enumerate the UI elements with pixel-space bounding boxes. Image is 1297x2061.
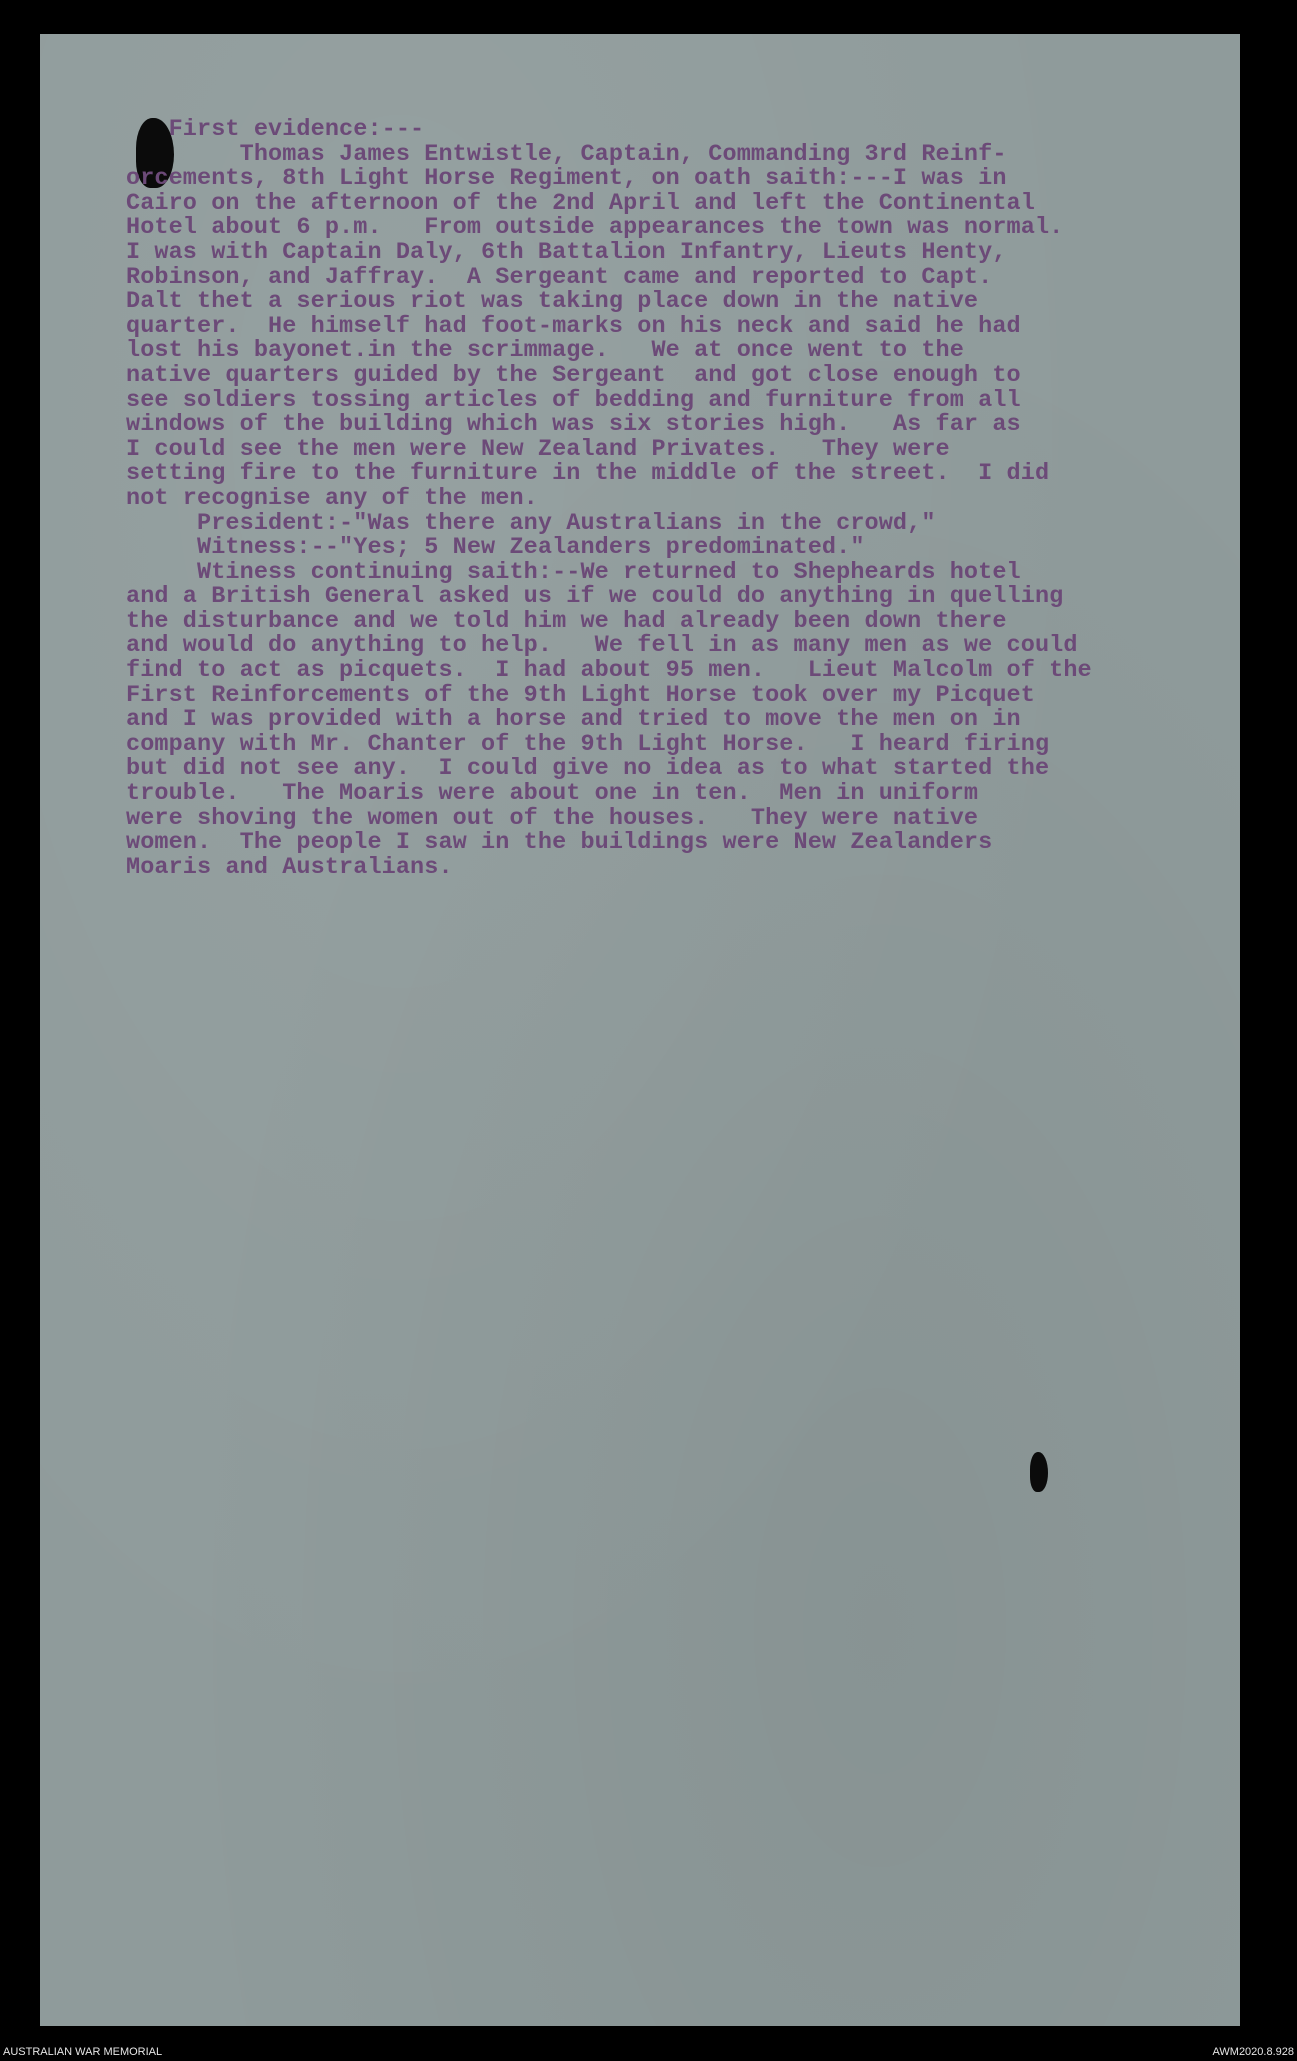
typed-text <box>126 118 1256 880</box>
text-line: see soldiers tossing articles of bedding and furniture from all <box>126 386 1021 414</box>
text-line: and a British General asked us if we could do anything in quelling <box>126 583 1064 611</box>
text-line: and would do anything to help. We fell in as many men as we could <box>126 632 1078 660</box>
text-line: President:-"Was there any Australians in the crowd," <box>126 509 936 537</box>
paper-damage-mark <box>1030 1452 1048 1492</box>
text-line: First Reinforcements of the 9th Light Horse took over my Picquet <box>126 681 1035 709</box>
text-line: not recognise any of the men. <box>126 484 538 512</box>
text-line: Cairo on the afternoon of the 2nd April and left the Continental <box>126 189 1035 217</box>
archive-reference: AWM2020.8.928 <box>1212 2046 1294 2058</box>
text-line: lost his bayonet.in the scrimmage. We at once went to the <box>126 337 964 365</box>
text-line: Wtiness continuing saith:--We returned to Shepheards hotel <box>126 558 1021 586</box>
text-line: orcements, 8th Light Horse Regiment, on oath saith:---I was in <box>126 165 1007 193</box>
text-line: I could see the men were New Zealand Privates. They were <box>126 435 950 463</box>
text-line: First evidence:--- <box>126 116 425 143</box>
text-line: but did not see any. I could give no idea as to what started the <box>126 755 1050 783</box>
text-line: quarter. He himself had foot-marks on his neck and said he had <box>126 312 1021 340</box>
archive-footer <box>0 2045 1297 2061</box>
text-line: Dalt thet a serious riot was taking place down in the native <box>126 288 979 316</box>
text-line: were shoving the women out of the houses. They were native <box>126 804 979 832</box>
text-line: find to act as picquets. I had about 95 men. Lieut Malcolm of the <box>126 657 1092 685</box>
text-line: windows of the building which was six stories high. As far as <box>126 411 1021 439</box>
text-line: native quarters guided by the Sergeant and got close enough to <box>126 361 1021 389</box>
archive-name: AUSTRALIAN WAR MEMORIAL <box>3 2046 163 2058</box>
text-line: Thomas James Entwistle, Captain, Commanding 3rd Reinf- <box>126 140 1007 168</box>
text-line: Robinson, and Jaffray. A Sergeant came and reported to Capt. <box>126 263 993 291</box>
text-line: setting fire to the furniture in the middle of the street. I did <box>126 460 1050 488</box>
text-line: Witness:--"Yes; 5 New Zealanders predominated." <box>126 534 865 562</box>
text-line: women. The people I saw in the buildings were New Zealanders <box>126 829 993 857</box>
text-line: trouble. The Moaris were about one in ten. Men in uniform <box>126 780 979 808</box>
text-line: the disturbance and we told him we had already been down there <box>126 607 1007 635</box>
text-line: and I was provided with a horse and tried to move the men on in <box>126 706 1021 734</box>
text-line: I was with Captain Daly, 6th Battalion Infantry, Lieuts Henty, <box>126 238 1007 266</box>
text-line: company with Mr. Chanter of the 9th Light Horse. I heard firing <box>126 730 1050 758</box>
text-line: Moaris and Australians. <box>126 853 453 881</box>
text-line: Hotel about 6 p.m. From outside appearances the town was normal. <box>126 214 1064 242</box>
